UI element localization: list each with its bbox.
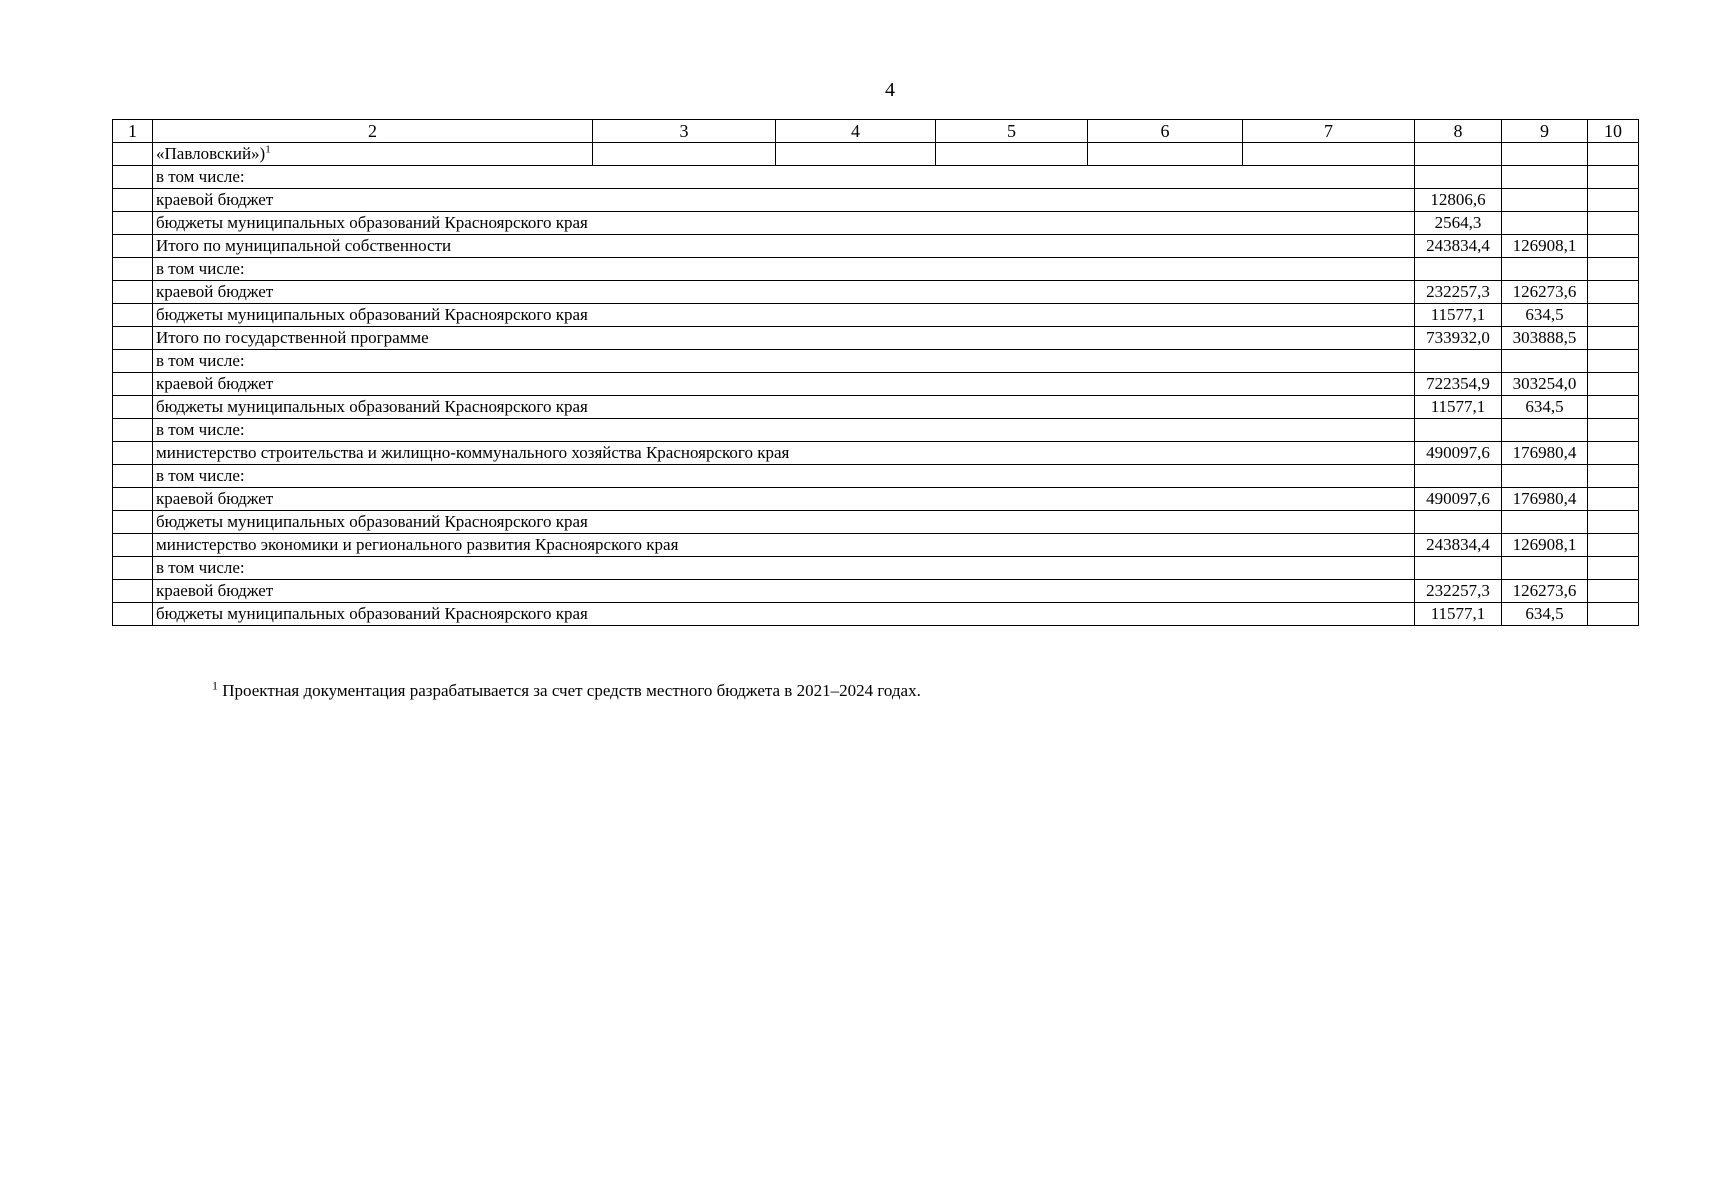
cell-col1	[113, 419, 153, 442]
column-number-2: 2	[153, 120, 593, 143]
cell-col1	[113, 304, 153, 327]
table-row	[113, 350, 1639, 373]
cell-col6	[1088, 143, 1243, 166]
cell-col10	[1588, 143, 1639, 166]
cell-col9: 126908,1	[1502, 235, 1588, 258]
cell-col9: 634,5	[1502, 603, 1588, 626]
cell-col9	[1502, 419, 1588, 442]
cell-col10	[1588, 212, 1639, 235]
cell-col5	[936, 143, 1088, 166]
row-label: бюджеты муниципальных образований Красноярского края	[153, 511, 1415, 534]
cell-col10	[1588, 373, 1639, 396]
cell-col1	[113, 166, 153, 189]
cell-col1	[113, 557, 153, 580]
cell-col8	[1415, 465, 1502, 488]
column-number-7: 7	[1243, 120, 1415, 143]
cell-col9	[1502, 350, 1588, 373]
cell-col9: 176980,4	[1502, 488, 1588, 511]
table-row	[113, 534, 1639, 557]
footnote	[212, 680, 921, 702]
cell-col8	[1415, 258, 1502, 281]
cell-col8: 722354,9	[1415, 373, 1502, 396]
cell-col1	[113, 603, 153, 626]
table-header-row	[113, 120, 1639, 143]
cell-col8	[1415, 166, 1502, 189]
cell-col9	[1502, 557, 1588, 580]
table-row	[113, 442, 1639, 465]
row-label: в том числе:	[153, 166, 1415, 189]
row-label: бюджеты муниципальных образований Красноярского края	[153, 396, 1415, 419]
cell-col9	[1502, 212, 1588, 235]
cell-col9	[1502, 166, 1588, 189]
cell-col8	[1415, 419, 1502, 442]
cell-col1	[113, 465, 153, 488]
column-number-1: 1	[113, 120, 153, 143]
cell-col7	[1243, 143, 1415, 166]
column-number-3: 3	[593, 120, 776, 143]
cell-col9	[1502, 143, 1588, 166]
table-row	[113, 373, 1639, 396]
row-label	[153, 143, 593, 166]
cell-col10	[1588, 488, 1639, 511]
footnote-mark: 1	[212, 678, 218, 693]
table-row	[113, 327, 1639, 350]
cell-col1	[113, 258, 153, 281]
cell-col9: 126273,6	[1502, 580, 1588, 603]
table-row	[113, 419, 1639, 442]
cell-col8: 243834,4	[1415, 235, 1502, 258]
cell-col1	[113, 373, 153, 396]
cell-col10	[1588, 304, 1639, 327]
table-row	[113, 166, 1639, 189]
cell-col4	[776, 143, 936, 166]
column-number-10: 10	[1588, 120, 1639, 143]
cell-col8	[1415, 557, 1502, 580]
row-label: в том числе:	[153, 258, 1415, 281]
cell-col10	[1588, 327, 1639, 350]
table-row	[113, 557, 1639, 580]
cell-col1	[113, 580, 153, 603]
cell-col3	[593, 143, 776, 166]
column-number-4: 4	[776, 120, 936, 143]
cell-col8: 11577,1	[1415, 396, 1502, 419]
row-label: в том числе:	[153, 350, 1415, 373]
cell-col1	[113, 281, 153, 304]
cell-col10	[1588, 396, 1639, 419]
cell-col9: 126908,1	[1502, 534, 1588, 557]
column-number-9: 9	[1502, 120, 1588, 143]
table-row	[113, 465, 1639, 488]
cell-col1	[113, 235, 153, 258]
cell-col1	[113, 189, 153, 212]
row-label: в том числе:	[153, 465, 1415, 488]
cell-col10	[1588, 534, 1639, 557]
row-label: краевой бюджет	[153, 580, 1415, 603]
cell-col9: 303254,0	[1502, 373, 1588, 396]
table-row	[113, 488, 1639, 511]
cell-col10	[1588, 189, 1639, 212]
cell-col10	[1588, 557, 1639, 580]
row-label: краевой бюджет	[153, 373, 1415, 396]
cell-col10	[1588, 603, 1639, 626]
cell-col1	[113, 511, 153, 534]
cell-col8	[1415, 350, 1502, 373]
cell-col10	[1588, 166, 1639, 189]
column-number-8: 8	[1415, 120, 1502, 143]
cell-col1	[113, 143, 153, 166]
table-row-first	[113, 143, 1639, 166]
cell-col8: 490097,6	[1415, 488, 1502, 511]
table-row	[113, 212, 1639, 235]
cell-col9: 303888,5	[1502, 327, 1588, 350]
footnote-reference: 1	[265, 143, 271, 156]
row-label: бюджеты муниципальных образований Красноярского края	[153, 212, 1415, 235]
cell-col8: 490097,6	[1415, 442, 1502, 465]
table-row	[113, 281, 1639, 304]
cell-col8: 733932,0	[1415, 327, 1502, 350]
table-row	[113, 603, 1639, 626]
cell-col10	[1588, 465, 1639, 488]
row-label: бюджеты муниципальных образований Красноярского края	[153, 304, 1415, 327]
cell-col8	[1415, 511, 1502, 534]
cell-col1	[113, 350, 153, 373]
cell-col10	[1588, 511, 1639, 534]
cell-col1	[113, 534, 153, 557]
cell-col10	[1588, 580, 1639, 603]
row-label: министерство экономики и регионального развития Красноярского края	[153, 534, 1415, 557]
row-label: Итого по муниципальной собственности	[153, 235, 1415, 258]
table-row	[113, 304, 1639, 327]
cell-col8: 243834,4	[1415, 534, 1502, 557]
cell-col9	[1502, 189, 1588, 212]
cell-col8	[1415, 143, 1502, 166]
footnote-text: Проектная документация разрабатывается за счет средств местного бюджета в 2021–2024 годах.	[218, 681, 921, 700]
row-label: министерство строительства и жилищно-коммунального хозяйства Красноярского края	[153, 442, 1415, 465]
cell-col1	[113, 488, 153, 511]
table-row	[113, 580, 1639, 603]
table-row	[113, 189, 1639, 212]
cell-col10	[1588, 235, 1639, 258]
cell-col8: 12806,6	[1415, 189, 1502, 212]
cell-col8: 11577,1	[1415, 304, 1502, 327]
cell-col10	[1588, 419, 1639, 442]
row-label: краевой бюджет	[153, 281, 1415, 304]
budget-table	[112, 119, 1639, 626]
cell-col1	[113, 212, 153, 235]
cell-col9	[1502, 465, 1588, 488]
table-row	[113, 511, 1639, 534]
row-label: бюджеты муниципальных образований Красноярского края	[153, 603, 1415, 626]
cell-col10	[1588, 258, 1639, 281]
cell-col9: 126273,6	[1502, 281, 1588, 304]
cell-col8: 11577,1	[1415, 603, 1502, 626]
column-number-6: 6	[1088, 120, 1243, 143]
cell-col10	[1588, 350, 1639, 373]
cell-col8: 232257,3	[1415, 281, 1502, 304]
cell-col1	[113, 396, 153, 419]
row-label-text: «Павловский»)	[156, 144, 266, 163]
cell-col1	[113, 442, 153, 465]
page-number: 4	[885, 79, 895, 101]
cell-col10	[1588, 281, 1639, 304]
row-label: Итого по государственной программе	[153, 327, 1415, 350]
row-label: краевой бюджет	[153, 488, 1415, 511]
cell-col8: 232257,3	[1415, 580, 1502, 603]
table-row	[113, 396, 1639, 419]
row-label: в том числе:	[153, 557, 1415, 580]
cell-col9: 634,5	[1502, 304, 1588, 327]
table-row	[113, 235, 1639, 258]
row-label: в том числе:	[153, 419, 1415, 442]
column-number-5: 5	[936, 120, 1088, 143]
cell-col9	[1502, 258, 1588, 281]
cell-col8: 2564,3	[1415, 212, 1502, 235]
row-label: краевой бюджет	[153, 189, 1415, 212]
cell-col10	[1588, 442, 1639, 465]
cell-col9: 634,5	[1502, 396, 1588, 419]
cell-col1	[113, 327, 153, 350]
cell-col9: 176980,4	[1502, 442, 1588, 465]
table-row	[113, 258, 1639, 281]
cell-col9	[1502, 511, 1588, 534]
